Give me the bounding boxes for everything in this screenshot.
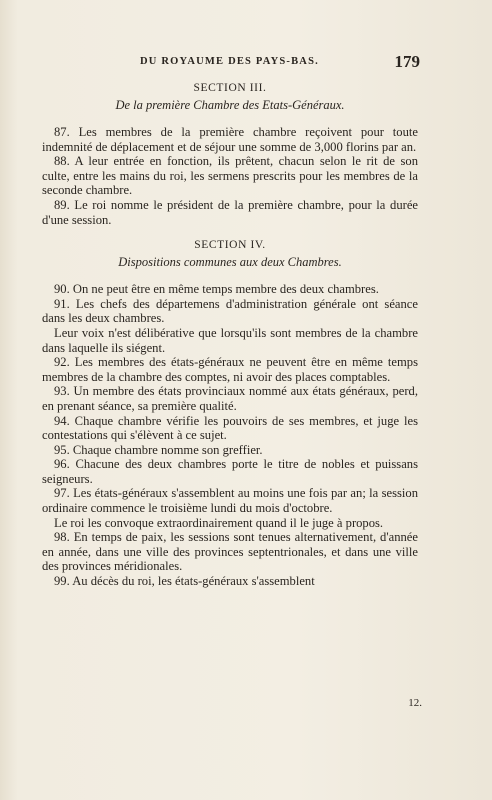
signature-mark: 12. — [408, 697, 422, 709]
article-94: 94. Chaque chambre vérifie les pouvoirs de ses membres, et juge les contestations qui s'élèvent à ce sujet. — [42, 413, 418, 443]
article-96: 96. Chacune des deux chambres porte le titre de nobles et puissans seigneurs. — [42, 457, 418, 486]
section-4-heading: SECTION IV. — [194, 239, 266, 252]
article-92: 92. Les membres des états-généraux ne peuvent être en même temps membres de la chambre des comptes, ni avoir des places comptables. — [42, 355, 418, 384]
article-97: 97. Les états-généraux s'assemblent au moins une fois par an; la session ordinaire commence le troisième lundi du mois d'octobre. — [42, 486, 418, 516]
article-88: 88. A leur entrée en fonction, ils prêtent, chacun selon le rit de son culte, entre les mains du roi, les sermens prescrits pour les membres de la seconde chambre. — [42, 154, 418, 198]
section-4-subheading: Dispositions communes aux deux Chambres. — [118, 255, 342, 270]
article-98: 98. En temps de paix, les sessions sont tenues alternativement, d'année en année, dans une ville des provinces septentrionales, et dans une ville des provinces méridionales. — [42, 530, 418, 574]
page-content — [42, 52, 418, 589]
article-90: 90. On ne peut être en même temps membre des deux chambres. — [54, 282, 379, 297]
section-3-subheading: De la première Chambre des Etats-Généraux. — [115, 98, 345, 112]
article-97-continued: Le roi les convoque extraordinairement quand il le juge à propos. — [54, 515, 384, 530]
article-89: 89. Le roi nomme le président de la première chambre, pour la durée d'une session. — [42, 197, 418, 227]
article-95: 95. Chaque chambre nomme son greffier. — [54, 442, 263, 457]
running-title: DU ROYAUME DES PAYS-BAS. — [140, 56, 319, 67]
article-93: 93. Un membre des états provinciaux nommé aux états généraux, perd, en prenant séance, sa première qualité. — [42, 384, 418, 413]
section-3-heading: SECTION III. — [193, 82, 267, 94]
running-head — [42, 52, 418, 72]
article-99: 99. Au décès du roi, les états-généraux s'assemblent — [54, 574, 315, 589]
article-91-continued: Leur voix n'est délibérative que lorsqu'ils sont membres de la chambre dans laquelle ils siégent. — [42, 325, 418, 355]
article-87: 87. Les membres de la première chambre reçoivent pour toute indemnité de déplacement et de séjour une somme de 3,000 florins par an. — [42, 125, 418, 154]
page-number: 179 — [394, 52, 420, 71]
article-91: 91. Les chefs des départemens d'administration générale ont séance dans les deux chambres. — [42, 296, 418, 326]
